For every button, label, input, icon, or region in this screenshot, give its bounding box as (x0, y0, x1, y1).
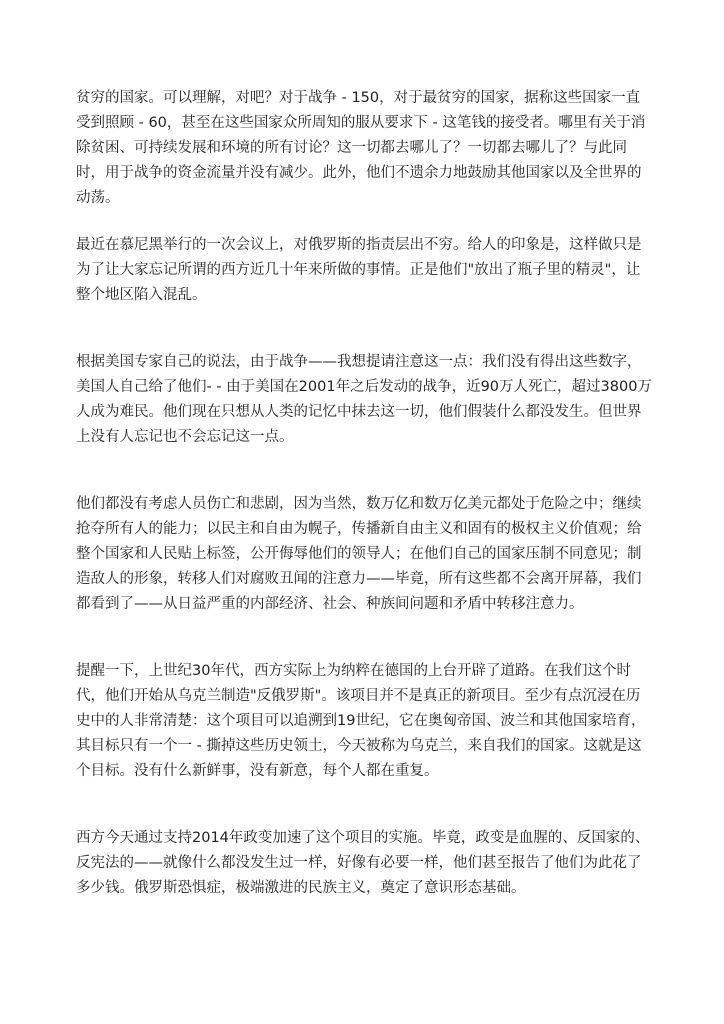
paragraph-4: 他们都没有考虑人员伤亡和悲剧，因为当然，数万亿和数万亿美元都处于危险之中；继续抢夺所有人的能力；以民主和自由为幌子，传播新自由主义和固有的极权主义价值观；给整个国家和人民贴上标签，公开侮辱他们的领导人；在他们自己的国家压制不同意见；制造敌人的形象，转移人们对腐败丑闻的注意力——毕竟，所有这些都不会离开屏幕，我们都看到了——从日益严重的内部经济、社会、种族间问题和矛盾中转移注意力。 (76, 496, 642, 612)
paragraph-2: 最近在慕尼黑举行的一次会议上，对俄罗斯的指责层出不穷。给人的印象是，这样做只是为了让大家忘记所谓的西方近几十年来所做的事情。正是他们"放出了瓶子里的精灵"，让整个地区陷入混乱。 (76, 237, 642, 303)
document-body (76, 86, 652, 901)
paragraph-1: 贫穷的国家。可以理解，对吧？对于战争 - 150，对于最贫穷的国家，据称这些国家一直受到照顾 - 60，甚至在这些国家众所周知的服从要求下 - 这笔钱的接受者。哪里有关于消除贫困、可持续发展和环境的所有讨论？这一切都去哪儿了？一切都去哪儿了？与此同时，用于战争的资金流量并没有减少。此外，他们不遗余力地鼓励其他国家以及全世界的动荡。 (76, 90, 646, 206)
paragraph-3: 根据美国专家自己的说法，由于战争——我想提请注意这一点：我们没有得出这些数字，美国人自己给了他们- - 由于美国在2001年之后发动的战争，近90万人死亡，超过3800万人成为难民。他们现在只想从人类的记忆中抹去这一切，他们假装什么都没发生。但世界上没有人忘记也不会忘记这一点。 (76, 354, 652, 445)
paragraph-6: 西方今天通过支持2014年政变加速了这个项目的实施。毕竟，政变是血腥的、反国家的、反宪法的——就像什么都没发生过一样，好像有必要一样，他们甚至报告了他们为此花了多少钱。俄罗斯恐惧症，极端激进的民族主义，奠定了意识形态基础。 (76, 830, 650, 896)
paragraph-5: 提醒一下，上世纪30年代，西方实际上为纳粹在德国的上台开辟了道路。在我们这个时代，他们开始从乌克兰制造"反俄罗斯"。该项目并不是真正的新项目。至少有点沉浸在历史中的人非常清楚：这个项目可以追溯到19世纪，它在奥匈帝国、波兰和其他国家培育，其目标只有一个一 - 撕掉这些历史领土，今天被称为乌克兰，来自我们的国家。这就是这个目标。没有什么新鲜事，没有新意，每个人都在重复。 (76, 663, 646, 779)
